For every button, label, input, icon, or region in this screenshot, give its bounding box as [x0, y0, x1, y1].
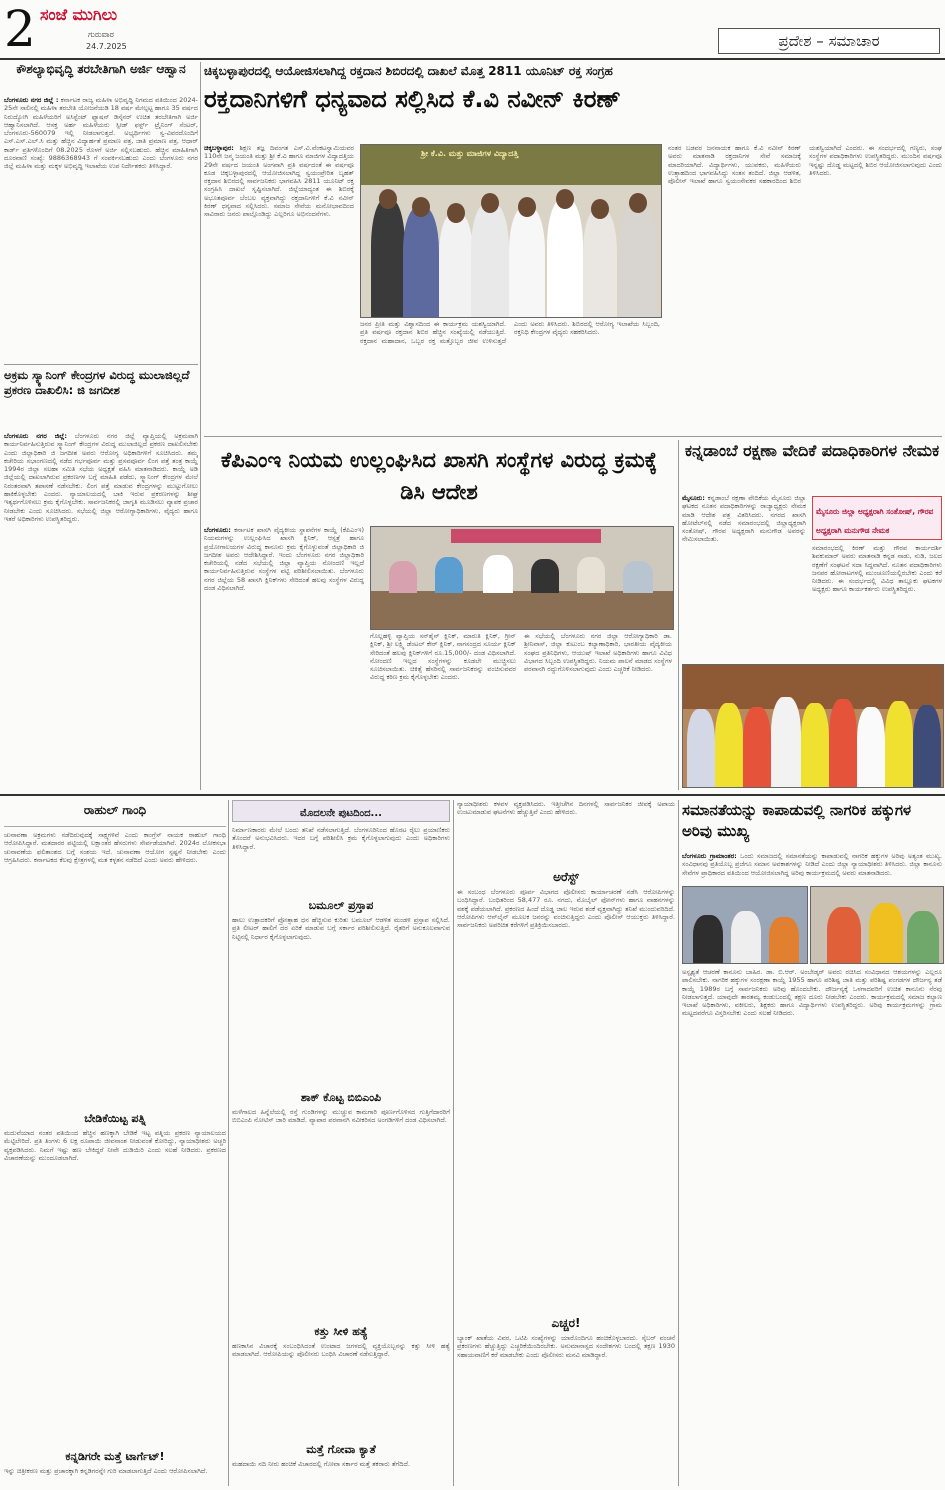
body-text: ಅಸ್ಪೃಶ್ಯತೆ ಆಚರಣೆ ಕಾನೂನು ಬಾಹಿರ. ಡಾ. ಬಿ.ಆರ್. ಅಂಬೇಡ್ಕರ್ ಅವರು ರಚಿಸಿದ ಸಂವಿಧಾನದ ಆಶಯಗಳನ್ನು ಎಲ್ಲರೂ ಪಾಲಿಸಬೇಕು. ನಾಗರಿಕ ಹಕ್ಕುಗಳ ಸಂರಕ್ಷಣಾ ಕಾಯ್ದೆ 1955 ಹಾಗೂ ಪರಿಶಿಷ್ಟ ಜಾತಿ ಮತ್ತು ಪರಿಶಿಷ್ಟ ಪಂಗಡಗಳ ದೌರ್ಜನ್ಯ ತಡೆ ಕಾಯ್ದೆ 1989ರ ಬಗ್ಗೆ ಸಾರ್ವಜನಿಕರು ಅರಿವು ಹೊಂದಬೇಕು. ದೌರ್ಜನ್ಯಕ್ಕೆ ಒಳಗಾದವರಿಗೆ ಉಚಿತ ಕಾನೂನು ನೆರವು ನೀಡಲಾಗುತ್ತದೆ. ಯಾವುದೇ ತಾರತಮ್ಯ ಕಂಡುಬಂದಲ್ಲಿ ತಕ್ಷಣ ದೂರು ನೀಡಬೇಕು ಎಂದರು. ಕಾರ್ಯಕ್ರಮದಲ್ಲಿ ಸಮಾಜ ಕಲ್ಯಾಣ ಇಲಾಖೆ ಅಧಿಕಾರಿಗಳು, ವಕೀಲರು, ಶಿಕ್ಷಕರು ಹಾಗೂ ವಿದ್ಯಾರ್ಥಿಗಳು ಉಪಸ್ಥಿತರಿದ್ದರು. ಅರಿವು ಕಾರ್ಯಕ್ರಮಗಳನ್ನು ಗ್ರಾಮ ಮಟ್ಟದವರೆಗೂ ವಿಸ್ತರಿಸಬೇಕು ಎಂದು ಸಲಹೆ ನೀಡಿದರು.	[682, 968, 942, 1018]
speaker-photo-2	[810, 886, 944, 964]
column-divider	[228, 800, 229, 1486]
person	[389, 561, 417, 593]
body-text: ಬೆಂಗಳೂರು ನಗರ ಜಿಲ್ಲೆ ವ್ಯಾಪ್ತಿಯಲ್ಲಿ ಅಕ್ರಮವಾಗಿ ಕಾರ್ಯನಿರ್ವಹಿಸುತ್ತಿರುವ ಸ್ಕ್ಯಾನಿಂಗ್ ಕೇಂದ್ರಗಳ ವಿರುದ್ಧ ಮುಲಾಜಿಲ್ಲದೆ ಪ್ರಕರಣ ದಾಖಲಿಸಬೇಕು ಎಂದು ಜಿಲ್ಲಾಧಿಕಾರಿ ಜಿ ಜಗದೀಶ ಅವರು ಆರೋಗ್ಯ ಅಧಿಕಾರಿಗಳಿಗೆ ಸೂಚಿಸಿದರು. ತಮ್ಮ ಕಚೇರಿಯ ಸಭಾಂಗಣದಲ್ಲಿ ನಡೆದ ಗರ್ಭಪೂರ್ವ ಮತ್ತು ಪ್ರಸವಪೂರ್ವ ಲಿಂಗ ಪತ್ತೆ ತಂತ್ರ ಕಾಯ್ದೆ 1994ರ ಜಿಲ್ಲಾ ಸಲಹಾ ಸಮಿತಿ ಸಭೆಯ ಅಧ್ಯಕ್ಷತೆ ವಹಿಸಿ ಮಾತನಾಡಿದರು. ಕಾಯ್ದೆ ಅಡಿ ಜಿಲ್ಲೆಯಲ್ಲಿ ದಾಖಲಾಗಿರುವ ಪ್ರಕರಣಗಳ ಬಗ್ಗೆ ಮಾಹಿತಿ ಪಡೆದು, ಸ್ಕ್ಯಾನಿಂಗ್ ಕೇಂದ್ರಗಳ ಮೇಲೆ ನಿರಂತರವಾಗಿ ತಪಾಸಣೆ ನಡೆಸಬೇಕು. ಲಿಂಗ ಪತ್ತೆ ಮಾಡುವ ಕೇಂದ್ರಗಳನ್ನು ಮುಟ್ಟುಗೋಲು ಹಾಕಿಕೊಳ್ಳಬೇಕು ಎಂದರು. ನ್ಯಾಯಾಲಯದಲ್ಲಿ ಬಾಕಿ ಇರುವ ಪ್ರಕರಣಗಳನ್ನು ಶೀಘ್ರ ಇತ್ಯರ್ಥಗೊಳಿಸಲು ಕ್ರಮ ಕೈಗೊಳ್ಳಬೇಕು. ಸಾರ್ವಜನಿಕರಲ್ಲಿ ಜಾಗೃತಿ ಮೂಡಿಸಲು ವ್ಯಾಪಕ ಪ್ರಚಾರ ನೀಡಬೇಕು ಎಂದು ಸೂಚಿಸಿದರು. ಸಭೆಯಲ್ಲಿ ಜಿಲ್ಲಾ ಆರೋಗ್ಯಾಧಿಕಾರಿಗಳು, ವೈದ್ಯರು ಹಾಗೂ ಇತರೆ ಅಧಿಕಾರಿಗಳು ಉಪಸ್ಥಿತರಿದ್ದರು.	[4, 432, 198, 523]
article-col-1	[204, 144, 354, 434]
article-body	[232, 826, 450, 896]
body-text: ಶಿಕ್ಷಣ ತಜ್ಞ ದಿವಂಗತ ಎಸ್.ವಿ.ವೆಂಕಟಸ್ವಾಮಿಯವರ 110ನೇ ಜನ್ಮ ಜಯಂತಿ ಮತ್ತು ಶ್ರೀ ಕೆ.ವಿ ಹಾಗೂ ಮಾಜಿಗಳ ವಿದ್ಯಾದತ್ತಿಯ 29ನೇ ವರ್ಷದ ಜಯಂತಿ ಅಂಗವಾಗಿ ಪ್ರತಿ ವರ್ಷದಂತೆ ಈ ವರ್ಷವೂ ಕೂಡ ಚಿಕ್ಕಬಳ್ಳಾಪುರದಲ್ಲಿ ಆಯೋಜಿಸಲಾಗಿದ್ದ ಸ್ವಯಂಪ್ರೇರಿತ ಬೃಹತ್ ರಕ್ತದಾನ ಶಿಬಿರದಲ್ಲಿ ಸಾರ್ವಜನಿಕರು ಭಾಗವಹಿಸಿ 2811 ಯೂನಿಟ್ ರಕ್ತ ಸಂಗ್ರಹಿಸಿ ದಾಖಲೆ ಸೃಷ್ಟಿಸಲಾಗಿದೆ. ಜಿಲ್ಲೆಯಾದ್ಯಂತ ಈ ಶಿಬಿರಕ್ಕೆ ಅಭೂತಪೂರ್ವ ಬೆಂಬಲ ವ್ಯಕ್ತವಾಗಿದ್ದು ರಕ್ತದಾನಿಗಳಿಗೆ ಕೆ.ವಿ ನವೀನ್ ಕಿರಣ್ ಧನ್ಯವಾದ ಸಲ್ಲಿಸಿದರು. ಸಮಾಜ ಸೇವೆಯ ಮನೋಭಾವದಿಂದ ಸಾವಿರಾರು ಜನರು ಪಾಲ್ಗೊಂಡಿದ್ದು ಎಲ್ಲರಿಗೂ ಅಭಿನಂದನೆಗಳು.	[204, 144, 354, 219]
article-skills-training	[4, 62, 198, 362]
article-col-2	[812, 544, 942, 660]
face	[629, 193, 647, 213]
table	[371, 591, 673, 629]
dateline: ಮೈಸೂರು:	[682, 494, 705, 502]
article-scanning-centres	[4, 368, 198, 788]
photo-banner-text: ಶ್ರೀ ಕೆ.ವಿ. ಮತ್ತು ಮಾಜಿಗಳ ವಿದ್ಯಾದತ್ತಿ	[421, 149, 519, 158]
divider	[4, 364, 198, 365]
person	[583, 209, 617, 317]
person	[435, 557, 463, 593]
person	[483, 555, 513, 593]
column-divider	[678, 800, 679, 1486]
section-label	[718, 28, 940, 54]
meeting-photo	[370, 526, 674, 630]
body-text: ಮಹದಾಯಿ ನದಿ ನೀರು ಹಂಚಿಕೆ ವಿಚಾರದಲ್ಲಿ ಗೋವಾ ಸರ್ಕಾರ ಮತ್ತೆ ತಕರಾರು ತೆಗೆದಿದೆ.	[232, 1460, 410, 1468]
person	[731, 911, 761, 963]
article-body	[232, 1108, 450, 1322]
person	[509, 207, 545, 317]
body-text: ಮದುವೆಯಾದ ನಂತರ ಪತಿಯಿಂದ ಹೆಚ್ಚಿನ ಹಣಕ್ಕಾಗಿ ಬೇಡಿಕೆ ಇಟ್ಟ ಪತ್ನಿಯ ಪ್ರಕರಣ ನ್ಯಾಯಾಲಯದ ಮೆಟ್ಟಿಲೇರಿದೆ. ಪ್ರತಿ ತಿಂಗಳು 6 ಲಕ್ಷ ರೂಪಾಯಿ ಜೀವನಾಂಶ ನೀಡುವಂತೆ ಕೋರಿದ್ದು, ನ್ಯಾಯಾಧೀಶರು ಅಚ್ಚರಿ ವ್ಯಕ್ತಪಡಿಸಿದರು. ನಿಮಗೆ ಇಷ್ಟು ಹಣ ಬೇಕಿದ್ದರೆ ನೀವೇ ದುಡಿಯಿರಿ ಎಂದು ಸಲಹೆ ನೀಡಿದರು. ಪ್ರಕರಣದ ವಿಚಾರಣೆಯನ್ನು ಮುಂದೂಡಲಾಗಿದೆ.	[4, 1129, 226, 1162]
face	[481, 193, 499, 213]
subheading: ಬಮೂಲ್ ಪ್ರಸ್ತಾಪ	[308, 899, 374, 912]
article-body	[4, 1467, 226, 1483]
person	[623, 561, 653, 593]
article-blood-donation	[204, 62, 942, 434]
headline: ಕೆಪಿಎಂಇ ನಿಯಮ ಉಲ್ಲಂಘಿಸಿದ ಖಾಸಗಿ ಸಂಸ್ಥೆಗಳ ವಿರುದ್ಧ ಕ್ರಮಕ್ಕೆ ಡಿಸಿ ಆದೇಶ	[220, 448, 658, 504]
article-col-3	[524, 632, 672, 790]
logo	[40, 2, 165, 28]
article-body	[457, 800, 675, 866]
dateline: ಬೆಂಗಳೂರು ನಗರ ಜಿಲ್ಲೆ:	[4, 432, 68, 440]
article-col-2	[360, 320, 660, 434]
body-text: ಗೊಲ್ಲಹಳ್ಳಿ ವ್ಯಾಪ್ತಿಯ ಸನ್‌ಶೈನ್ ಕ್ಲಿನಿಕ್, ಮಾರುತಿ ಕ್ಲಿನಿಕ್, ಗ್ರೀನ್ ಕ್ಲಿನಿಕ್, ಶ್ರೀ ಲಕ್ಷ್ಮಿ ಡೆಂಟಲ್ ಕೇರ್ ಕ್ಲಿನಿಕ್, ನಾಗಸಂದ್ರದ ಸೂರ್ಯ ಕ್ಲಿನಿಕ್ ಸೇರಿದಂತೆ ಹಲವು ಕ್ಲಿನಿಕ್‌ಗಳಿಗೆ ರೂ.15,000/- ದಂಡ ವಿಧಿಸಲಾಗಿದೆ. ನೋಂದಣಿ ಇಲ್ಲದ ಸಂಸ್ಥೆಗಳನ್ನು ಕೂಡಲೇ ಮುಚ್ಚಿಸಲು ಸೂಚಿಸಲಾಯಿತು. ಚಿಕಿತ್ಸೆ ಹೆಸರಿನಲ್ಲಿ ಸಾರ್ವಜನಿಕರನ್ನು ವಂಚಿಸುವವರ ವಿರುದ್ಧ ಕಠಿಣ ಕ್ರಮ ಕೈಗೊಳ್ಳಬೇಕು ಎಂದರು.	[370, 632, 516, 682]
article-title: ರಾಹುಲ್ ಗಾಂಧಿ	[4, 800, 226, 827]
article-body	[232, 916, 450, 1086]
kicker: ಚಿಕ್ಕಬಳ್ಳಾಪುರದಲ್ಲಿ ಆಯೋಜಿಸಲಾಗಿದ್ದ ರಕ್ತದಾನ ಶಿಬಿರದಲ್ಲಿ ದಾಖಲೆ ಮೊತ್ತ 2811 ಯೂನಿಟ್ ರಕ್ತ ಸಂಗ್ರಹ	[204, 64, 613, 78]
headline: ಸಮಾನತೆಯನ್ನು ಕಾಪಾಡುವಲ್ಲಿ ನಾಗರಿಕ ಹಕ್ಕುಗಳ ಅರಿವು ಮುಖ್ಯ	[682, 801, 912, 840]
subheading: ಮತ್ತೆ ಗೋವಾ ಕ್ಯಾತೆ	[306, 1443, 376, 1456]
body-text: ಒಂದು ಸಮಾಜದಲ್ಲಿ ಸಮಾನತೆಯನ್ನು ಕಾಪಾಡುವಲ್ಲಿ ನಾಗರಿಕ ಹಕ್ಕುಗಳ ಅರಿವು ಅತ್ಯಂತ ಮುಖ್ಯ. ಸಂವಿಧಾನವು ಪ್ರತಿಯೊಬ್ಬ ಪ್ರಜೆಗೂ ಸಮಾನ ಅವಕಾಶಗಳನ್ನು ನೀಡಿದೆ ಎಂದು ಜಿಲ್ಲಾ ನ್ಯಾಯಾಧೀಶರು ತಿಳಿಸಿದರು. ಜಿಲ್ಲಾ ಕಾನೂನು ಸೇವೆಗಳ ಪ್ರಾಧಿಕಾರದ ವತಿಯಿಂದ ಆಯೋಜಿಸಲಾಗಿದ್ದ ಅರಿವು ಕಾರ್ಯಕ್ರಮದಲ್ಲಿ ಅವರು ಮಾತನಾಡಿದರು.	[682, 852, 942, 877]
section-label-text: ಪ್ರದೇಶ – ಸಮಾಚಾರ	[778, 32, 880, 50]
column-divider	[200, 62, 201, 790]
body-text: ಜನರ ಪ್ರೀತಿ ಮತ್ತು ವಿಶ್ವಾಸದಿಂದ ಈ ಕಾರ್ಯಕ್ರಮ ಯಶಸ್ವಿಯಾಗಿದೆ. ಪ್ರತಿ ವರ್ಷವೂ ರಕ್ತದಾನ ಶಿಬಿರ ಹೆಚ್ಚಿನ ಸಂಖ್ಯೆಯಲ್ಲಿ ನಡೆಯುತ್ತಿದೆ. ರಕ್ತದಾನ ಮಹಾದಾನ, ಒಬ್ಬರ ರಕ್ತ ಮತ್ತೊಬ್ಬರ ಜೀವ ಉಳಿಸುತ್ತದೆ ಎಂದು ಅವರು ತಿಳಿಸಿದರು. ಶಿಬಿರದಲ್ಲಿ ಆರೋಗ್ಯ ಇಲಾಖೆಯ ಸಿಬ್ಬಂದಿ, ರಕ್ತನಿಧಿ ಕೇಂದ್ರಗಳ ವೈದ್ಯರು ಸಹಕರಿಸಿದರು.	[360, 320, 660, 345]
column-divider	[678, 440, 679, 790]
person	[857, 707, 885, 787]
face	[591, 199, 609, 219]
masthead-divider	[0, 58, 945, 60]
face	[556, 189, 574, 209]
speaker-photo-1	[682, 886, 808, 964]
person	[715, 703, 743, 787]
body-text: ಹಣಕಾಸಿನ ವಿಚಾರಕ್ಕೆ ಸಂಬಂಧಿಸಿದಂತೆ ಉಂಟಾದ ಜಗಳದಲ್ಲಿ ವ್ಯಕ್ತಿಯೊಬ್ಬನನ್ನು ಕತ್ತು ಸೀಳಿ ಹತ್ಯೆ ಮಾಡಲಾಗಿದೆ. ಆರೋಪಿಯನ್ನು ಪೊಲೀಸರು ಬಂಧಿಸಿ ವಿಚಾರಣೆ ನಡೆಸುತ್ತಿದ್ದಾರೆ.	[232, 1342, 450, 1359]
article-col-1	[682, 494, 806, 660]
body-text: ಮಳೆಗಾಲದ ಹಿನ್ನೆಲೆಯಲ್ಲಿ ರಸ್ತೆ ಗುಂಡಿಗಳನ್ನು ಮುಚ್ಚುವ ಕಾಮಗಾರಿ ಪೂರ್ಣಗೊಳಿಸದ ಗುತ್ತಿಗೆದಾರರಿಗೆ ಬಿಬಿಎಂಪಿ ನೋಟಿಸ್ ಜಾರಿ ಮಾಡಿದೆ. ವ್ಯಾಪಾರ ಪರವಾನಗಿ ನವೀಕರಿಸದ ಅಂಗಡಿಗಳಿಗೆ ದಂಡ ವಿಧಿಸಲಾಗಿದೆ.	[232, 1108, 450, 1125]
person	[885, 701, 913, 787]
headline: ರಕ್ತದಾನಿಗಳಿಗೆ ಧನ್ಯವಾದ ಸಲ್ಲಿಸಿದ ಕೆ.ವಿ ನವೀನ್ ಕಿರಣ್	[204, 85, 621, 113]
person	[577, 557, 605, 593]
person	[687, 709, 715, 787]
person	[743, 707, 771, 787]
masthead-day: ಗುರುವಾರ	[88, 30, 114, 39]
article-title: ಅಕ್ರಮ ಸ್ಕ್ಯಾನಿಂಗ್ ಕೇಂದ್ರಗಳ ವಿರುದ್ಧ ಮುಲಾಜಿಲ್ಲದೆ ಪ್ರಕರಣ ದಾಖಲಿಸಿ: ಜಿ ಜಗದೀಶ	[4, 368, 190, 397]
person	[403, 207, 439, 317]
person	[827, 907, 861, 963]
article-body	[232, 1460, 450, 1484]
body-text: ಬ್ಯಾಂಕ್ ಖಾತೆಯ ವಿವರ, ಒಟಿಪಿ ಸಂಖ್ಯೆಗಳನ್ನು ಯಾರೊಂದಿಗೂ ಹಂಚಿಕೊಳ್ಳಬಾರದು. ಸೈಬರ್ ವಂಚನೆ ಪ್ರಕರಣಗಳು ಹೆಚ್ಚುತ್ತಿದ್ದು ಎಚ್ಚರಿಕೆಯಿಂದಿರಬೇಕು. ಅನುಮಾನಾಸ್ಪದ ಸಂದೇಶಗಳು ಬಂದಲ್ಲಿ ತಕ್ಷಣ 1930 ಸಹಾಯವಾಣಿಗೆ ಕರೆ ಮಾಡಬೇಕು ಎಂದು ಪೊಲೀಸರು ಮನವಿ ಮಾಡಿದ್ದಾರೆ.	[457, 1334, 675, 1359]
person	[371, 199, 405, 317]
person	[547, 199, 583, 317]
article-rahul-gandhi	[4, 800, 226, 1486]
highlight-box	[812, 496, 942, 540]
masthead	[0, 0, 945, 58]
person	[771, 697, 801, 787]
continued-label-bar	[232, 800, 450, 822]
headline: ಕನ್ನಡಾಂಬೆ ರಕ್ಷಣಾ ವೇದಿಕೆ ಪದಾಧಿಕಾರಿಗಳ ನೇಮಕ	[684, 441, 940, 460]
body-text: ನಂತರ ಬಡವರ ಜನನಾಯಕ ಹಾಗೂ ಕೆ.ವಿ ನವೀನ್ ಕಿರಣ್ ಅವರು ಮಾತನಾಡಿ ರಕ್ತದಾನಿಗಳ ಸೇವೆ ಸಮಾಜಕ್ಕೆ ಮಾದರಿಯಾಗಿದೆ. ವಿದ್ಯಾರ್ಥಿಗಳು, ಯುವಕರು, ಮಹಿಳೆಯರು ಉತ್ಸಾಹದಿಂದ ಭಾಗವಹಿಸಿದ್ದು ಸಂತಸ ತಂದಿದೆ. ಜಿಲ್ಲಾ ಆಡಳಿತ, ಪೊಲೀಸ್ ಇಲಾಖೆ ಹಾಗೂ ಸ್ವಯಂಸೇವಕರ ಸಹಕಾರದಿಂದ ಶಿಬಿರ ಯಶಸ್ವಿಯಾಗಿದೆ ಎಂದರು. ಈ ಸಂದರ್ಭದಲ್ಲಿ ಗಣ್ಯರು, ಸಂಘ ಸಂಸ್ಥೆಗಳ ಪದಾಧಿಕಾರಿಗಳು ಉಪಸ್ಥಿತರಿದ್ದರು. ಮುಂದಿನ ವರ್ಷವೂ ಇನ್ನಷ್ಟು ದೊಡ್ಡ ಮಟ್ಟದಲ್ಲಿ ಶಿಬಿರ ಆಯೋಜಿಸಲಾಗುವುದು ಎಂದು ತಿಳಿಸಿದರು.	[668, 144, 942, 186]
person	[439, 213, 473, 317]
banner	[451, 529, 601, 543]
body-text: ಕರ್ನಾಟಕ ಖಾಸಗಿ ವೈದ್ಯಕೀಯ ಸ್ಥಾಪನೆಗಳ ಕಾಯ್ದೆ (ಕೆಪಿಎಂಇ) ನಿಯಮಗಳನ್ನು ಉಲ್ಲಂಘಿಸಿದ ಖಾಸಗಿ ಕ್ಲಿನಿಕ್, ಆಸ್ಪತ್ರೆ ಹಾಗೂ ಪ್ರಯೋಗಾಲಯಗಳ ವಿರುದ್ಧ ಕಾನೂನು ಕ್ರಮ ಕೈಗೊಳ್ಳುವಂತೆ ಜಿಲ್ಲಾಧಿಕಾರಿ ಜಿ ಜಗದೀಶ ಅವರು ಆದೇಶಿಸಿದ್ದಾರೆ. ಇಂದು ಬೆಂಗಳೂರು ನಗರ ಜಿಲ್ಲಾಧಿಕಾರಿ ಕಚೇರಿಯಲ್ಲಿ ನಡೆದ ಸಭೆಯಲ್ಲಿ ಜಿಲ್ಲಾ ವ್ಯಾಪ್ತಿಯ ನೋಂದಣಿ ಇಲ್ಲದೆ ಕಾರ್ಯನಿರ್ವಹಿಸುತ್ತಿರುವ ಸಂಸ್ಥೆಗಳ ಪಟ್ಟಿ ಪರಿಶೀಲಿಸಲಾಯಿತು. ಬೆಂಗಳೂರು ನಗರ ಜಿಲ್ಲೆಯ 58 ಖಾಸಗಿ ಕ್ಲಿನಿಕ್‌ಗಳು ಸೇರಿದಂತೆ ಹಲವು ಸಂಸ್ಥೆಗಳ ವಿರುದ್ಧ ದಂಡ ವಿಧಿಸಲಾಗಿದೆ.	[204, 526, 364, 593]
article-civil-rights	[682, 800, 942, 1486]
body-text: ಈ ಸಭೆಯಲ್ಲಿ ಬೆಂಗಳೂರು ನಗರ ಜಿಲ್ಲಾ ಆರೋಗ್ಯಾಧಿಕಾರಿ ಡಾ. ಶ್ರೀನಿವಾಸ್, ಜಿಲ್ಲಾ ಕುಟುಂಬ ಕಲ್ಯಾಣಾಧಿಕಾರಿ, ಭಾರತೀಯ ವೈದ್ಯಕೀಯ ಸಂಘದ ಪ್ರತಿನಿಧಿಗಳು, ಆಯುಷ್ ಇಲಾಖೆ ಅಧಿಕಾರಿಗಳು ಹಾಗೂ ವಿವಿಧ ವಿಭಾಗದ ಸಿಬ್ಬಂದಿ ಉಪಸ್ಥಿತರಿದ್ದರು. ನಿಯಮ ಪಾಲನೆ ಮಾಡದ ಸಂಸ್ಥೆಗಳ ಪರವಾನಗಿ ರದ್ದುಗೊಳಿಸಲಾಗುವುದು ಎಂದು ಎಚ್ಚರಿಕೆ ನೀಡಿದರು.	[524, 632, 672, 674]
masthead-date: 24.7.2025	[86, 42, 127, 51]
person	[619, 203, 657, 317]
person	[801, 703, 829, 787]
person	[471, 203, 509, 317]
subheading: ಕನ್ನಡಿಗರೇ ಮತ್ತೆ ಟಾರ್ಗೆಟ್!	[65, 1450, 165, 1463]
subheading: ಬೇಡಿಕೆಯಿಟ್ಟ ಪತ್ನಿ	[84, 1112, 146, 1125]
article-kannadambe	[682, 440, 942, 790]
article-body	[457, 1334, 675, 1484]
dateline: ಬೆಂಗಳೂರು ಗ್ರಾಮಾಂತರ:	[682, 852, 737, 860]
body-text: ಕನ್ನಡಾಂಬೆ ರಕ್ಷಣಾ ವೇದಿಕೆಯ ಮೈಸೂರು ಜಿಲ್ಲಾ ಘಟಕದ ನೂತನ ಪದಾಧಿಕಾರಿಗಳನ್ನು ರಾಜ್ಯಾಧ್ಯಕ್ಷರು ನೇಮಕ ಮಾಡಿ ಆದೇಶ ಪತ್ರ ವಿತರಿಸಿದರು. ನಗರದ ಖಾಸಗಿ ಹೋಟೆಲ್‌ನಲ್ಲಿ ನಡೆದ ಸಮಾರಂಭದಲ್ಲಿ ಜಿಲ್ಲಾಧ್ಯಕ್ಷರಾಗಿ ಸಂತೋಷ್, ಗೌರವ ಅಧ್ಯಕ್ಷರಾಗಿ ಮನುಗೌಡ ಅವರನ್ನು ನೇಮಿಸಲಾಯಿತು.	[682, 494, 806, 544]
article-body	[682, 852, 942, 882]
article-col-2	[370, 632, 516, 790]
article-col-3	[668, 144, 942, 434]
face	[379, 189, 397, 209]
subheading: ಎಚ್ಚರ!	[551, 1316, 581, 1330]
article-body	[457, 888, 675, 1310]
body-text: ಚುನಾವಣಾ ಅಕ್ರಮಗಳು ನಡೆದಿರುವುದಕ್ಕೆ ಸಾಕ್ಷ್ಯಗಳಿವೆ ಎಂದು ಕಾಂಗ್ರೆಸ್ ನಾಯಕ ರಾಹುಲ್ ಗಾಂಧಿ ಆರೋಪಿಸಿದ್ದಾರೆ. ಮತದಾರರ ಪಟ್ಟಿಯಲ್ಲಿ ಲಕ್ಷಾಂತರ ಹೆಸರುಗಳು ಸೇರ್ಪಡೆಯಾಗಿವೆ. 2024ರ ಲೋಕಸಭಾ ಚುನಾವಣೆಯ ಫಲಿತಾಂಶದ ಬಗ್ಗೆ ಸಂಶಯ ಇದೆ. ಚುನಾವಣಾ ಆಯೋಗ ಸ್ಪಷ್ಟನೆ ನೀಡಬೇಕು ಎಂದು ಆಗ್ರಹಿಸಿದರು. ಕರ್ನಾಟಕದ ಕೆಲವು ಕ್ಷೇತ್ರಗಳಲ್ಲಿ ಮತ ಕಳ್ಳತನ ನಡೆದಿದೆ ಎಂದು ಅವರು ಹೇಳಿದರು.	[4, 831, 226, 864]
body-text: ಇನ್ನು ಚಿತ್ರೀಕರಣ ಮತ್ತು ಪ್ರಚಾರಕ್ಕಾಗಿ ಕನ್ನಡಿಗರನ್ನೇ ಗುರಿ ಮಾಡಲಾಗುತ್ತಿದೆ ಎಂದು ಆರೋಪಿಸಲಾಗಿದೆ.	[4, 1467, 208, 1475]
article-body	[4, 96, 198, 358]
article-body	[232, 1342, 450, 1440]
body-text: ಈ ಸಂಬಂಧ ಬೆಂಗಳೂರು ಪೂರ್ವ ವಿಭಾಗದ ಪೊಲೀಸರು ಕಾರ್ಯಾಚರಣೆ ನಡೆಸಿ ಆರೋಪಿಗಳನ್ನು ಬಂಧಿಸಿದ್ದಾರೆ. ಬಂಧಿತರಿಂದ 58,477 ರೂ. ನಗದು, ಮೊಬೈಲ್ ಫೋನ್‌ಗಳು ಹಾಗೂ ವಾಹನಗಳನ್ನು ವಶಕ್ಕೆ ಪಡೆಯಲಾಗಿದೆ. ಪ್ರಕರಣದ ಹಿಂದೆ ದೊಡ್ಡ ಜಾಲ ಇರುವ ಶಂಕೆ ವ್ಯಕ್ತವಾಗಿದ್ದು ತನಿಖೆ ಮುಂದುವರಿದಿದೆ. ಆರೋಪಿಗಳು ಆನ್‌ಲೈನ್ ಮೂಲಕ ಜನರನ್ನು ವಂಚಿಸುತ್ತಿದ್ದರು ಎಂದು ಪೊಲೀಸ್ ಆಯುಕ್ತರು ತಿಳಿಸಿದ್ದಾರೆ. ಸಾರ್ವಜನಿಕರು ಅಪರಿಚಿತ ಕರೆಗಳಿಗೆ ಪ್ರತಿಕ್ರಿಯಿಸಬಾರದು.	[457, 888, 675, 930]
logo-text: ಸಂಜೆ ಮುಗಿಲು	[40, 5, 118, 24]
body-text: ನಿರ್ಮಾಣಕಾರರು ಮೇಲೆ ಬಂದು ತನಿಖೆ ನಡೆಸಲಾಗುತ್ತಿದೆ. ಬೆಂಗಳೂರಿನಿಂದ ಹೊರಟ ರೈಲು ಪ್ರಯಾಣಿಕರು ತೊಂದರೆ ಅನುಭವಿಸಿದರು. ಇದರ ಬಗ್ಗೆ ಪರಿಶೀಲಿಸಿ ಕ್ರಮ ಕೈಗೊಳ್ಳಲಾಗುವುದು ಎಂದು ಅಧಿಕಾರಿಗಳು ತಿಳಿಸಿದ್ದಾರೆ.	[232, 826, 450, 851]
continued-label: ಮೊದಲನೇ ಪುಟದಿಂದ...	[300, 808, 382, 819]
highlight-box-text: ಮೈಸೂರು ಜಿಲ್ಲಾ ಅಧ್ಯಕ್ಷರಾಗಿ ಸಂತೋಷ್, ಗೌರವ ಅಧ್ಯಕ್ಷರಾಗಿ ಮನುಗೌಡ ನೇಮಕ	[816, 507, 934, 535]
face	[518, 197, 536, 217]
subheading: ಅರೆಸ್ಟ್	[553, 870, 579, 884]
section-divider	[0, 794, 945, 796]
dateline: ಬೆಂಗಳೂರು ನಗರ ಜಿಲ್ಲೆ :	[4, 96, 59, 104]
article-arrest	[457, 800, 675, 1486]
body-text: ಹಾಲು ಉತ್ಪಾದಕರಿಗೆ ಪ್ರೋತ್ಸಾಹ ಧನ ಹೆಚ್ಚಿಸುವ ಕುರಿತು ಬಮೂಲ್ ಆಡಳಿತ ಮಂಡಳಿ ಪ್ರಸ್ತಾಪ ಸಲ್ಲಿಸಿದೆ. ಪ್ರತಿ ಲೀಟರ್ ಹಾಲಿಗೆ ದರ ಏರಿಕೆ ಮಾಡುವ ಬಗ್ಗೆ ಸರ್ಕಾರ ಪರಿಶೀಲಿಸುತ್ತಿದೆ. ರೈತರಿಗೆ ಅನುಕೂಲವಾಗುವ ನಿಟ್ಟಿನಲ್ಲಿ ನಿರ್ಧಾರ ಕೈಗೊಳ್ಳಲಾಗುವುದು.	[232, 916, 450, 941]
subheading: ಶಾಕ್ ಕೊಟ್ಟ ಬಿಬಿಎಂಪಿ	[300, 1091, 382, 1104]
person	[913, 705, 941, 787]
person	[693, 915, 723, 963]
article-body	[4, 1129, 226, 1449]
person	[829, 699, 857, 787]
dateline: ಚಿಕ್ಕಬಳ್ಳಾಪುರ:	[204, 144, 234, 152]
article-title: ಕೌಶಲ್ಯಾಭಿವೃದ್ಧಿ ತರಬೇತಿಗಾಗಿ ಅರ್ಜಿ ಆಹ್ವಾನ	[16, 62, 186, 76]
group-photo	[682, 664, 944, 788]
article-body	[682, 968, 942, 1484]
person	[531, 559, 559, 593]
body-text: ನ್ಯಾಯಾಧೀಶರು ಕಳವಳ ವ್ಯಕ್ತಪಡಿಸಿದರು. ಇತ್ತೀಚೆಗಿನ ದಿನಗಳಲ್ಲಿ ಸಾರ್ವಜನಿಕರ ಜೀವಕ್ಕೆ ಅಪಾಯ ಉಂಟುಮಾಡುವ ಘಟನೆಗಳು ಹೆಚ್ಚುತ್ತಿವೆ ಎಂದು ಹೇಳಿದರು.	[457, 800, 675, 817]
page-number: 2	[4, 0, 36, 58]
person	[907, 911, 939, 963]
body-text: ಕರ್ನಾಟಕ ರಾಜ್ಯ ಮಹಿಳಾ ಅಭಿವೃದ್ಧಿ ನಿಗಮದ ವತಿಯಿಂದ 2024-25ನೇ ಸಾಲಿನಲ್ಲಿ ಮಹಿಳಾ ತರಬೇತಿ ಯೋಜನೆಯಡಿ 18 ವರ್ಷ ಮೇಲ್ಪಟ್ಟ ಹಾಗೂ 35 ವರ್ಷದ ನಿರುದ್ಯೋಗಿ ಮಹಿಳೆಯರಿಗೆ ಅಸಿಸ್ಟೆಂಟ್ ಫ್ಯಾಷನ್ ಡಿಸೈನರ್ ಉಚಿತ ತರಬೇತಿಗಾಗಿ ಅರ್ಜಿ ಆಹ್ವಾನಿಸಲಾಗಿದೆ. ಆಸಕ್ತ ಅರ್ಹ ಮಹಿಳೆಯರು ಸ್ಪೀಡ್ ಫರ್ಸ್ಟ್ ಟ್ರೈನಿಂಗ್ ಸೆಂಟರ್, ಬೆಂಗಳೂರು-560079 ಇಲ್ಲಿ ನೀಡಲಾಗುತ್ತದೆ. ಅಭ್ಯರ್ಥಿಗಳು ಸ್ವ-ವಿವರದೊಂದಿಗೆ ಎಸ್.ಎಸ್.ಎಲ್.ಸಿ ಮತ್ತು ಹೆಚ್ಚಿನ ವಿದ್ಯಾರ್ಹತೆ ಪ್ರಮಾಣ ಪತ್ರ, ಜಾತಿ ಪ್ರಮಾಣ ಪತ್ರ, ಆಧಾರ್ ಕಾರ್ಡ್ ಪ್ರತಿಗಳೊಂದಿಗೆ 08.2025 ರೊಳಗೆ ಅರ್ಜಿ ಸಲ್ಲಿಸಬಹುದು. ಹೆಚ್ಚಿನ ಮಾಹಿತಿಗಾಗಿ ದೂರವಾಣಿ ಸಂಖ್ಯೆ: 9886368943 ಗೆ ಸಂಪರ್ಕಿಸಬಹುದು ಎಂದು ಬೆಂಗಳೂರು ನಗರ ಜಿಲ್ಲೆ ಮಹಿಳಾ ಮತ್ತು ಮಕ್ಕಳ ಅಭಿವೃದ್ಧಿ ಇಲಾಖೆಯ ಉಪ ನಿರ್ದೇಶಕರು ತಿಳಿಸಿದ್ದಾರೆ.	[4, 96, 198, 171]
divider	[204, 436, 942, 437]
face	[412, 197, 430, 217]
body-text: ಸಮಾರಂಭದಲ್ಲಿ ಕಿರಣ್ ಮತ್ತು ಗೌರವ ಕಾರ್ಯದರ್ಶಿ ಶಿವಕುಮಾರ್ ಅವರು ಮಾತನಾಡಿ ಕನ್ನಡ ನಾಡು, ನುಡಿ, ಜಲದ ರಕ್ಷಣೆಗೆ ಸಂಘಟನೆ ಸದಾ ಸಿದ್ಧವಾಗಿದೆ. ನೂತನ ಪದಾಧಿಕಾರಿಗಳು ಜನಪರ ಹೋರಾಟಗಳಲ್ಲಿ ಮುಂಚೂಣಿಯಲ್ಲಿರಬೇಕು ಎಂದು ಕರೆ ನೀಡಿದರು. ಈ ಸಂದರ್ಭದಲ್ಲಿ ವಿವಿಧ ತಾಲ್ಲೂಕು ಘಟಕಗಳ ಅಧ್ಯಕ್ಷರು ಹಾಗೂ ಕಾರ್ಯಕರ್ತರು ಉಪಸ್ಥಿತರಿದ್ದರು.	[812, 544, 942, 594]
subheading: ಕತ್ತು ಸೀಳಿ ಹತ್ಯೆ	[314, 1325, 368, 1338]
blood-donation-photo	[360, 144, 662, 318]
article-continued	[232, 800, 450, 1486]
person	[769, 917, 799, 963]
face	[447, 203, 465, 223]
dateline: ಬೆಂಗಳೂರು:	[204, 526, 231, 534]
article-body	[4, 831, 226, 1111]
article-kpme	[204, 440, 674, 790]
column-divider	[453, 800, 454, 1486]
article-body	[4, 432, 198, 784]
person	[869, 903, 903, 963]
article-col-1	[204, 526, 364, 790]
